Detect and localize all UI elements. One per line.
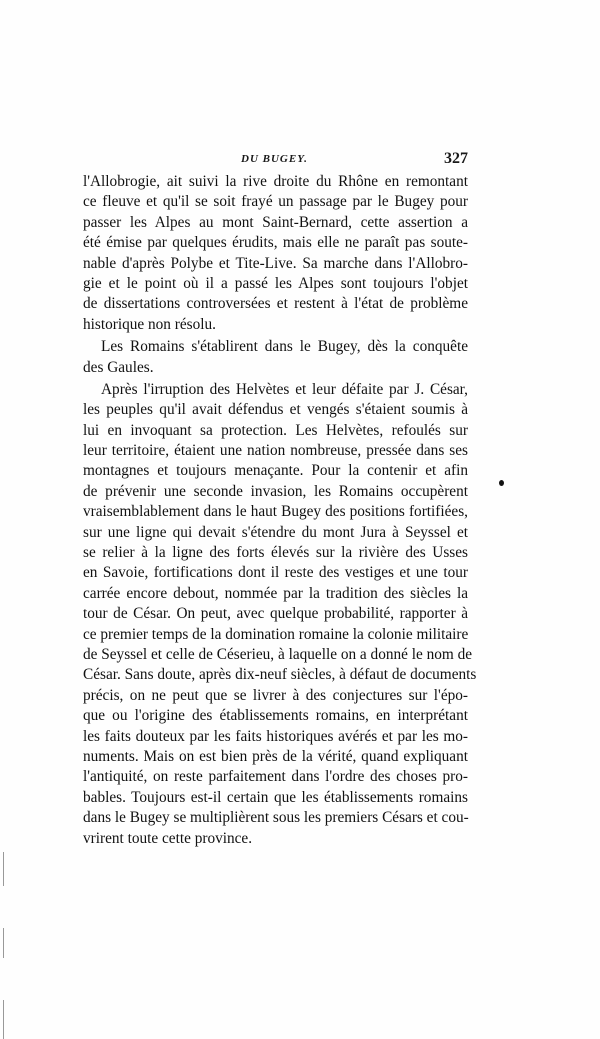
text-line: des Gaules. xyxy=(83,358,154,376)
text-line: César. Sans doute, après dix-neuf siècles, à défaut de documents xyxy=(83,666,477,684)
text-line: les peuples qu'il avait défendus et vengés s'étaient soumis à xyxy=(83,401,468,419)
text-line: les faits douteux par les faits historiques avérés et par les mo- xyxy=(83,727,468,745)
text-line: lui en invoquant sa protection. Les Helvètes, refoulés sur xyxy=(83,421,468,439)
text-line: leur territoire, étaient une nation nombreuse, pressée dans ses xyxy=(83,442,468,460)
text-line: passer les Alpes au mont Saint-Bernard, cette assertion a xyxy=(83,213,468,231)
text-line: que ou l'origine des établissements romains, en interprétant xyxy=(83,707,468,725)
paragraph xyxy=(83,380,477,849)
text-line: montagnes et toujours menaçante. Pour la contenir et afin xyxy=(83,462,468,480)
text-line: vraisemblablement dans le haut Bugey des positions fortifiées, xyxy=(83,503,468,521)
text-line: Après l'irruption des Helvètes et leur défaite par J. César, xyxy=(101,380,468,398)
text-line: nable d'après Polybe et Tite-Live. Sa marche dans l'Allobro- xyxy=(83,254,468,272)
running-title: DU BUGEY. xyxy=(241,153,308,165)
text-line: l'Allobrogie, ait suivi la rive droite du Rhône en remontant xyxy=(83,173,468,190)
ink-dot xyxy=(499,480,504,486)
body-text xyxy=(83,172,477,849)
text-line: ce fleuve et qu'il se soit frayé un passage par le Bugey pour xyxy=(83,193,468,211)
page-header xyxy=(83,150,468,171)
paragraph xyxy=(83,337,468,378)
margin-mark xyxy=(3,852,4,886)
text-line: de Seyssel et celle de Céserieu, à laquelle on a donné le nom de xyxy=(83,645,473,663)
text-line: sur une ligne qui devait s'étendre du mont Jura à Seyssel et xyxy=(83,523,468,541)
text-line: dans le Bugey se multiplièrent sous les premiers Césars et cou- xyxy=(83,809,469,827)
text-line: vrirent toute cette province. xyxy=(83,829,253,847)
text-line: précis, on ne peut que se livrer à des conjectures sur l'épo- xyxy=(83,686,468,704)
text-line: bables. Toujours est-il certain que les établissements romains xyxy=(83,788,468,806)
text-line: ce premier temps de la domination romaine la colonie militaire xyxy=(83,625,469,643)
paragraph xyxy=(83,172,468,335)
margin-mark xyxy=(3,1000,4,1039)
text-line: l'antiquité, on reste parfaitement dans l'ordre des choses pro- xyxy=(83,768,468,786)
margin-mark xyxy=(3,928,4,958)
text-line: de dissertations controversées et restent à l'état de problème xyxy=(83,295,468,313)
text-line: Les Romains s'établirent dans le Bugey, dès la conquête xyxy=(101,338,468,356)
text-line: de prévenir une seconde invasion, les Romains occupèrent xyxy=(83,482,468,500)
text-line: été émise par quelques érudits, mais elle ne paraît pas soute- xyxy=(83,234,468,252)
text-line: numents. Mais on est bien près de la vérité, quand expliquant xyxy=(83,747,468,765)
text-line: historique non résolu. xyxy=(83,315,216,333)
text-line: tour de César. On peut, avec quelque probabilité, rapporter à xyxy=(83,605,468,623)
text-line: se relier à la ligne des forts élevés sur la rivière des Usses xyxy=(83,544,468,562)
text-line: gie et le point où il a passé les Alpes sont toujours l'objet xyxy=(83,274,468,292)
text-line: en Savoie, fortifications dont il reste des vestiges et une tour xyxy=(83,564,468,582)
text-line: carrée encore debout, nommée par la tradition des siècles la xyxy=(83,584,468,602)
page-number: 327 xyxy=(444,150,468,167)
